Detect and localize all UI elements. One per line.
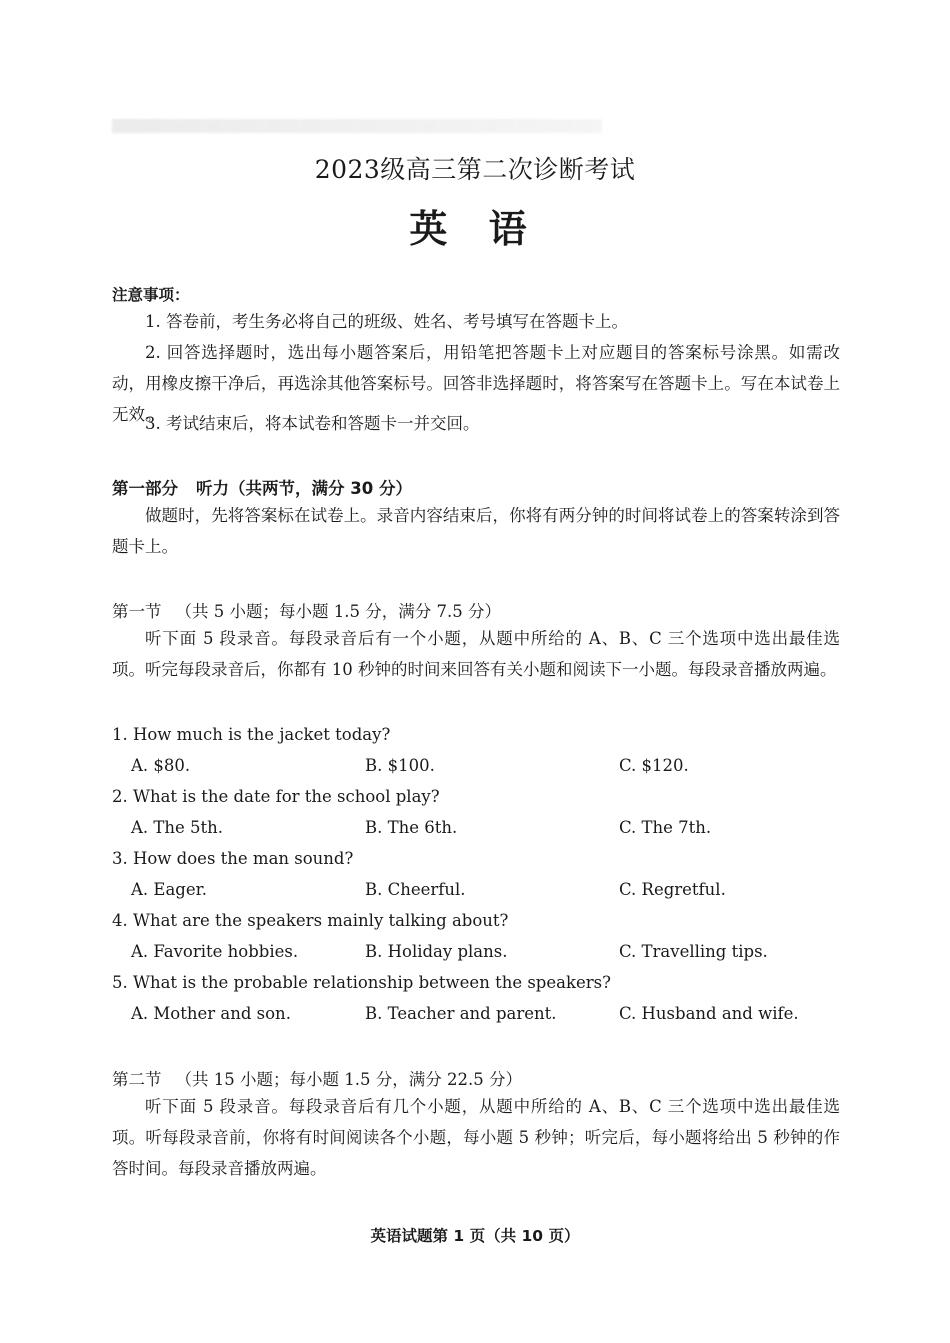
section2-info: （共 15 小题；每小题 1.5 分，满分 22.5 分）: [175, 1070, 522, 1089]
notice-item-2: 2. 回答选择题时，选出每小题答案后，用铅笔把答题卡上对应题目的答案标号涂黑。如需改动，用橡皮擦干净后，再选涂其他答案标号。回答非选择题时，将答案写在答题卡上。写在本试卷上无效。: [112, 343, 840, 424]
section2-label: 第二节: [112, 1070, 162, 1089]
section2-heading: [112, 1066, 522, 1090]
section1-label: 第一节: [112, 602, 162, 621]
part1-title: 听力（共两节，满分 30 分）: [196, 479, 412, 498]
question-5-option-c: C. Husband and wife.: [619, 1004, 799, 1023]
question-5-option-b: B. Teacher and parent.: [365, 1004, 557, 1023]
question-2: 2. What is the date for the school play?: [112, 787, 440, 806]
question-4: 4. What are the speakers mainly talking about?: [112, 911, 509, 930]
question-3-option-a: A. Eager.: [131, 880, 207, 899]
question-4-option-c: C. Travelling tips.: [619, 942, 768, 961]
part1-label: 第一部分: [112, 479, 178, 498]
part1-heading: [112, 475, 412, 499]
question-5-option-a: A. Mother and son.: [131, 1004, 291, 1023]
notice-item-3: 3. 考试结束后，将本试卷和答题卡一并交回。: [145, 414, 480, 433]
question-5: 5. What is the probable relationship between the speakers?: [112, 973, 611, 992]
question-1-option-b: B. $100.: [365, 756, 435, 775]
section2-instructions: 听下面 5 段录音。每段录音后有几个小题，从题中所给的 A、B、C 三个选项中选出最佳选项。听每段录音前，你将有时间阅读各个小题，每小题 5 秒钟；听完后，每小题将给出 5 秒钟的作答时间。每段录音播放两遍。: [112, 1097, 840, 1178]
question-4-option-b: B. Holiday plans.: [365, 942, 508, 961]
part1-instructions: 做题时，先将答案标在试卷上。录音内容结束后，你将有两分钟的时间将试卷上的答案转涂到答题卡上。: [112, 506, 840, 556]
question-3: 3. How does the man sound?: [112, 849, 354, 868]
subject-title: 英 语: [409, 207, 541, 251]
section1-info: （共 5 小题；每小题 1.5 分，满分 7.5 分）: [175, 602, 501, 621]
question-2-option-a: A. The 5th.: [131, 818, 224, 837]
section1-instructions: 听下面 5 段录音。每段录音后有一个小题，从题中所给的 A、B、C 三个选项中选出最佳选项。听完每段录音后，你都有 10 秒钟的时间来回答有关小题和阅读下一小题。每段录音播放两遍。: [112, 629, 840, 679]
notice-heading: 注意事项：: [112, 286, 190, 304]
question-3-option-c: C. Regretful.: [619, 880, 726, 899]
redacted-header-strip: [112, 119, 602, 133]
exam-title: 2023级高三第二次诊断考试: [314, 155, 636, 184]
question-1-option-c: C. $120.: [619, 756, 689, 775]
question-3-option-b: B. Cheerful.: [365, 880, 466, 899]
notice-item-1: 1. 答卷前，考生务必将自己的班级、姓名、考号填写在答题卡上。: [145, 312, 628, 331]
section1-heading: [112, 598, 501, 622]
question-1-option-a: A. $80.: [131, 756, 191, 775]
question-2-option-c: C. The 7th.: [619, 818, 712, 837]
question-2-option-b: B. The 6th.: [365, 818, 458, 837]
question-4-option-a: A. Favorite hobbies.: [131, 942, 299, 961]
question-1: 1. How much is the jacket today?: [112, 725, 391, 744]
page-footer: 英语试题第 1 页（共 10 页）: [370, 1227, 580, 1245]
